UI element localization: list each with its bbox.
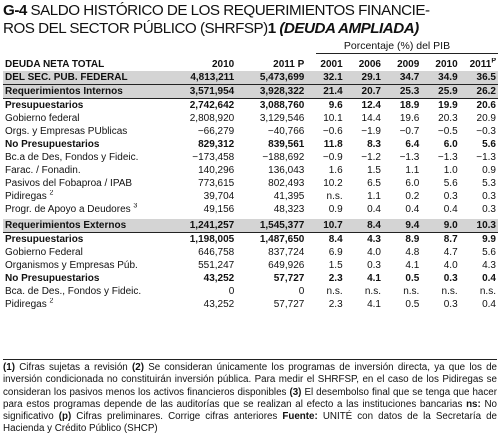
row-value: 4.1 bbox=[367, 299, 381, 310]
row-value: 6.4 bbox=[405, 139, 420, 150]
row-value: 1.5 bbox=[328, 260, 343, 271]
row-value: 41,395 bbox=[273, 191, 305, 202]
row-value: 6.5 bbox=[367, 178, 381, 189]
table-row bbox=[3, 164, 498, 177]
row-value: 802,493 bbox=[268, 178, 305, 189]
table-row bbox=[3, 246, 498, 259]
table-row bbox=[3, 203, 498, 216]
row-value: 43,252 bbox=[203, 299, 235, 310]
table-row bbox=[3, 219, 498, 233]
row-value: 14.4 bbox=[361, 113, 381, 124]
row-value: 0.3 bbox=[482, 191, 496, 202]
row-value: 773,615 bbox=[198, 178, 235, 189]
row-label: Farac. / Fonadin. bbox=[5, 165, 81, 176]
row-value: 649,926 bbox=[268, 260, 305, 271]
row-value: 839,561 bbox=[268, 139, 305, 150]
row-label: Gobierno federal bbox=[5, 113, 80, 124]
row-label: Progr. de Apoyo a Deudores $^3$ bbox=[5, 203, 138, 215]
note3-text: El desembolso final que se tenga que hacer para estos programas depende de las auditorías que se realizan al efecto a las instituciones bancarias bbox=[3, 386, 497, 410]
table-row bbox=[3, 138, 498, 151]
total-value: 29.1 bbox=[345, 71, 383, 85]
row-value: 25.3 bbox=[383, 85, 421, 99]
table-row bbox=[3, 298, 498, 311]
total-value: 34.9 bbox=[421, 71, 459, 85]
row-value: n.s. bbox=[479, 286, 496, 297]
row-label: Presupuestarios bbox=[5, 100, 84, 111]
total-value: 34.7 bbox=[383, 71, 421, 85]
row-value: 9.9 bbox=[482, 234, 496, 245]
source-label: Fuente: bbox=[282, 411, 318, 423]
row-value: 10.3 bbox=[460, 219, 498, 233]
row-value: 10.1 bbox=[323, 113, 343, 124]
row-value: 8.7 bbox=[443, 234, 458, 245]
row-value: 1,545,377 bbox=[236, 219, 306, 233]
note2-text: Se consideran únicamente los programas de inversión directa, ya que los de inversión condicionada no constituirán inversión pública. Para medir el SHRFSP, en el caso de los Pidiregas se consideran los pasivos menos los activos financieros disponibles bbox=[3, 362, 497, 398]
row-value: −1.9 bbox=[361, 126, 381, 137]
row-label: No Presupuestarios bbox=[5, 273, 100, 284]
row-value: 6.0 bbox=[443, 139, 458, 150]
row-value: 4.1 bbox=[405, 260, 420, 271]
header-label1: DEUDA NETA TOTAL bbox=[5, 59, 105, 70]
row-value: −0.9 bbox=[322, 152, 343, 163]
row-value: 1.0 bbox=[443, 165, 458, 176]
year-2006-pct: 2006 bbox=[358, 59, 381, 70]
row-value: 6.9 bbox=[328, 247, 343, 258]
row-value: 9.4 bbox=[383, 219, 421, 233]
row-value: 49,156 bbox=[203, 204, 235, 215]
row-label: Pidiregas $^2$ bbox=[5, 298, 54, 310]
table-row bbox=[3, 151, 498, 164]
total-row bbox=[3, 71, 498, 85]
row-value: −40,766 bbox=[267, 126, 305, 137]
row-value: 10.2 bbox=[323, 178, 343, 189]
row-value: 20.6 bbox=[476, 100, 496, 111]
row-value: 4.8 bbox=[405, 247, 420, 258]
row-label: Orgs. y Empresas PUblicas bbox=[5, 126, 128, 137]
row-value: 1.6 bbox=[328, 165, 343, 176]
table-row bbox=[3, 85, 498, 99]
row-value: 8.4 bbox=[328, 234, 343, 245]
prelim-mark: (p) bbox=[58, 411, 72, 423]
row-value: 8.9 bbox=[405, 234, 420, 245]
row-value: 0.3 bbox=[443, 191, 458, 202]
row-value: 1,198,005 bbox=[189, 234, 235, 245]
header-label2: DEL SEC. PUB. FEDERAL bbox=[3, 71, 166, 85]
row-value: 0.3 bbox=[443, 273, 458, 284]
row-value: 20.9 bbox=[476, 113, 496, 124]
row-value: 8.4 bbox=[345, 219, 383, 233]
total-value: 32.1 bbox=[306, 71, 344, 85]
row-value: 4.7 bbox=[443, 247, 458, 258]
row-value: 8.3 bbox=[367, 139, 381, 150]
year-2011-pct: $2011^P$ bbox=[469, 58, 496, 70]
title-line2: ROS DEL SECTOR PÚBLICO (SHRFSP) bbox=[3, 20, 268, 37]
row-label: Bc.a de Des, Fondos y Fideic. bbox=[5, 152, 139, 163]
row-value: 1.1 bbox=[405, 165, 420, 176]
table-title bbox=[3, 2, 497, 38]
row-value: 9.0 bbox=[421, 219, 459, 233]
row-value: 26.2 bbox=[460, 85, 498, 99]
row-value: 57,727 bbox=[273, 299, 305, 310]
year-2009-pct: 2009 bbox=[397, 59, 420, 70]
debt-table bbox=[3, 58, 498, 311]
table-row bbox=[3, 177, 498, 190]
source-text: UNITÉ con datos de la Secretaría de Hacienda y Crédito Público (SHCP) bbox=[3, 411, 497, 435]
row-value: n.s. bbox=[441, 286, 458, 297]
row-value: 4.0 bbox=[443, 260, 458, 271]
row-value: 4.3 bbox=[367, 234, 381, 245]
row-value: −0.7 bbox=[399, 126, 420, 137]
title-code: G-4 bbox=[3, 2, 27, 19]
row-value: 140,296 bbox=[198, 165, 235, 176]
row-value: 5.6 bbox=[443, 178, 458, 189]
row-value: 0.9 bbox=[328, 204, 343, 215]
row-value: 1,487,650 bbox=[259, 234, 305, 245]
row-label: Bca. de Des., Fondos y Fideic. bbox=[5, 286, 142, 297]
row-value: 2,808,920 bbox=[189, 113, 235, 124]
row-label: Requerimientos Externos bbox=[3, 219, 166, 233]
row-value: 0.5 bbox=[405, 299, 420, 310]
row-value: 18.9 bbox=[399, 100, 420, 111]
row-value: 551,247 bbox=[198, 260, 235, 271]
row-value: 646,758 bbox=[198, 247, 235, 258]
row-value: 2,742,642 bbox=[189, 100, 235, 111]
row-value: 1,241,257 bbox=[166, 219, 236, 233]
title-line1: SALDO HISTÓRICO DE LOS REQUERIMIENTOS FINANCIE- bbox=[26, 2, 430, 19]
percent-pib-label: Porcentaje (%) del PIB bbox=[343, 40, 451, 52]
title-note: 1 bbox=[267, 20, 276, 37]
row-value: 0 bbox=[228, 286, 235, 297]
row-value: 1.5 bbox=[367, 165, 381, 176]
row-value: −66,279 bbox=[197, 126, 235, 137]
row-value: 2.3 bbox=[328, 273, 343, 284]
table-row bbox=[3, 125, 498, 138]
row-value: 10.7 bbox=[306, 219, 344, 233]
table-row bbox=[3, 285, 498, 298]
row-value: 0.2 bbox=[405, 191, 420, 202]
row-value: 0.4 bbox=[443, 204, 458, 215]
row-value: 20.7 bbox=[345, 85, 383, 99]
row-value: 5.3 bbox=[482, 178, 496, 189]
ns-text: No significativo bbox=[3, 398, 497, 423]
row-value: 39,704 bbox=[203, 191, 235, 202]
row-value: 0.3 bbox=[367, 260, 381, 271]
row-value: 19.6 bbox=[399, 113, 420, 124]
row-note-mark: 2 bbox=[49, 190, 54, 197]
header-years-row bbox=[3, 58, 498, 71]
note1-text: Cifras sujetas a revisión bbox=[14, 362, 132, 373]
row-label: Pasivos del Fobaproa / IPAB bbox=[5, 178, 133, 189]
row-value: 0.4 bbox=[367, 204, 381, 215]
row-value: −0.5 bbox=[437, 126, 458, 137]
row-value: 6.0 bbox=[405, 178, 420, 189]
row-value: 0.9 bbox=[482, 165, 496, 176]
row-value: −1.3 bbox=[399, 152, 420, 163]
year-2010-abs: 2010 bbox=[212, 59, 235, 70]
row-value: 2.3 bbox=[328, 299, 343, 310]
row-value: 136,043 bbox=[268, 165, 305, 176]
title-subtitle: (DEUDA AMPLIADA) bbox=[275, 20, 419, 37]
prelim-text: Cifras preliminares. Corrige cifras anteriores bbox=[71, 411, 283, 423]
total-value: 4,813,211 bbox=[166, 71, 236, 85]
row-value: 4.1 bbox=[367, 273, 381, 284]
row-value: n.s. bbox=[326, 191, 343, 202]
row-value: 0.4 bbox=[482, 299, 496, 310]
row-value: −1.3 bbox=[437, 152, 458, 163]
note1-mark: (1) bbox=[3, 362, 15, 373]
row-value: 3,088,760 bbox=[259, 100, 305, 111]
total-value: 36.5 bbox=[460, 71, 498, 85]
row-value: n.s. bbox=[403, 286, 420, 297]
row-value: 0.4 bbox=[482, 273, 496, 284]
row-value: 4.0 bbox=[367, 247, 381, 258]
row-value: 0.4 bbox=[405, 204, 420, 215]
row-value: 11.8 bbox=[323, 139, 343, 150]
row-label: Organismos y Empresas Púb. bbox=[5, 260, 138, 271]
table-row bbox=[3, 272, 498, 285]
row-value: 57,727 bbox=[273, 273, 305, 284]
row-value: 19.9 bbox=[438, 100, 458, 111]
row-value: 837,724 bbox=[268, 247, 305, 258]
row-value: 0.5 bbox=[405, 273, 420, 284]
year-2001-pct: 2001 bbox=[320, 59, 343, 70]
row-value: 4.3 bbox=[482, 260, 496, 271]
row-value: 43,252 bbox=[203, 273, 235, 284]
row-value: 829,312 bbox=[198, 139, 235, 150]
table-row bbox=[3, 190, 498, 203]
row-value: 0.3 bbox=[482, 204, 496, 215]
ns-mark: ns: bbox=[466, 398, 481, 410]
row-value: −173,458 bbox=[192, 152, 235, 163]
table-row bbox=[3, 233, 498, 247]
table-row bbox=[3, 259, 498, 272]
table-row bbox=[3, 112, 498, 125]
row-label: No Presupuestarios bbox=[5, 139, 100, 150]
row-value: 5.6 bbox=[482, 139, 496, 150]
row-value: 0 bbox=[298, 286, 305, 297]
year-2011-abs: 2011 P bbox=[273, 59, 305, 70]
table-row bbox=[3, 99, 498, 113]
note2-mark: (2) bbox=[131, 362, 144, 373]
percent-pib-rule bbox=[316, 53, 498, 54]
row-value: 3,129,546 bbox=[259, 113, 305, 124]
row-value: 0.3 bbox=[443, 299, 458, 310]
row-value: −0.3 bbox=[476, 126, 496, 137]
row-label: Presupuestarios bbox=[5, 234, 84, 245]
row-value: 3,928,322 bbox=[236, 85, 306, 99]
note3-mark: (3) bbox=[289, 386, 302, 398]
row-value: 9.6 bbox=[328, 100, 343, 111]
row-value: 1.1 bbox=[367, 191, 381, 202]
row-value: 3,571,954 bbox=[166, 85, 236, 99]
year-2010-pct: 2010 bbox=[435, 59, 458, 70]
row-value: n.s. bbox=[326, 286, 343, 297]
row-value: 5.6 bbox=[482, 247, 496, 258]
row-value: −1.3 bbox=[476, 152, 496, 163]
row-value: −188,692 bbox=[262, 152, 305, 163]
row-value: 25.9 bbox=[421, 85, 459, 99]
row-value: 21.4 bbox=[306, 85, 344, 99]
row-value: −1.2 bbox=[361, 152, 381, 163]
row-value: 48,323 bbox=[273, 204, 305, 215]
row-value: n.s. bbox=[364, 286, 381, 297]
row-value: 12.4 bbox=[361, 100, 381, 111]
footnotes bbox=[3, 359, 497, 436]
row-note-mark: 3 bbox=[133, 203, 138, 210]
row-label: Requerimientos Internos bbox=[3, 85, 166, 99]
row-label: Gobierno Federal bbox=[5, 247, 83, 258]
total-value: 5,473,699 bbox=[236, 71, 306, 85]
row-label: Pidiregas $^2$ bbox=[5, 190, 54, 202]
row-value: 20.3 bbox=[438, 113, 458, 124]
row-note-mark: 2 bbox=[49, 298, 54, 305]
row-value: −0.6 bbox=[322, 126, 343, 137]
